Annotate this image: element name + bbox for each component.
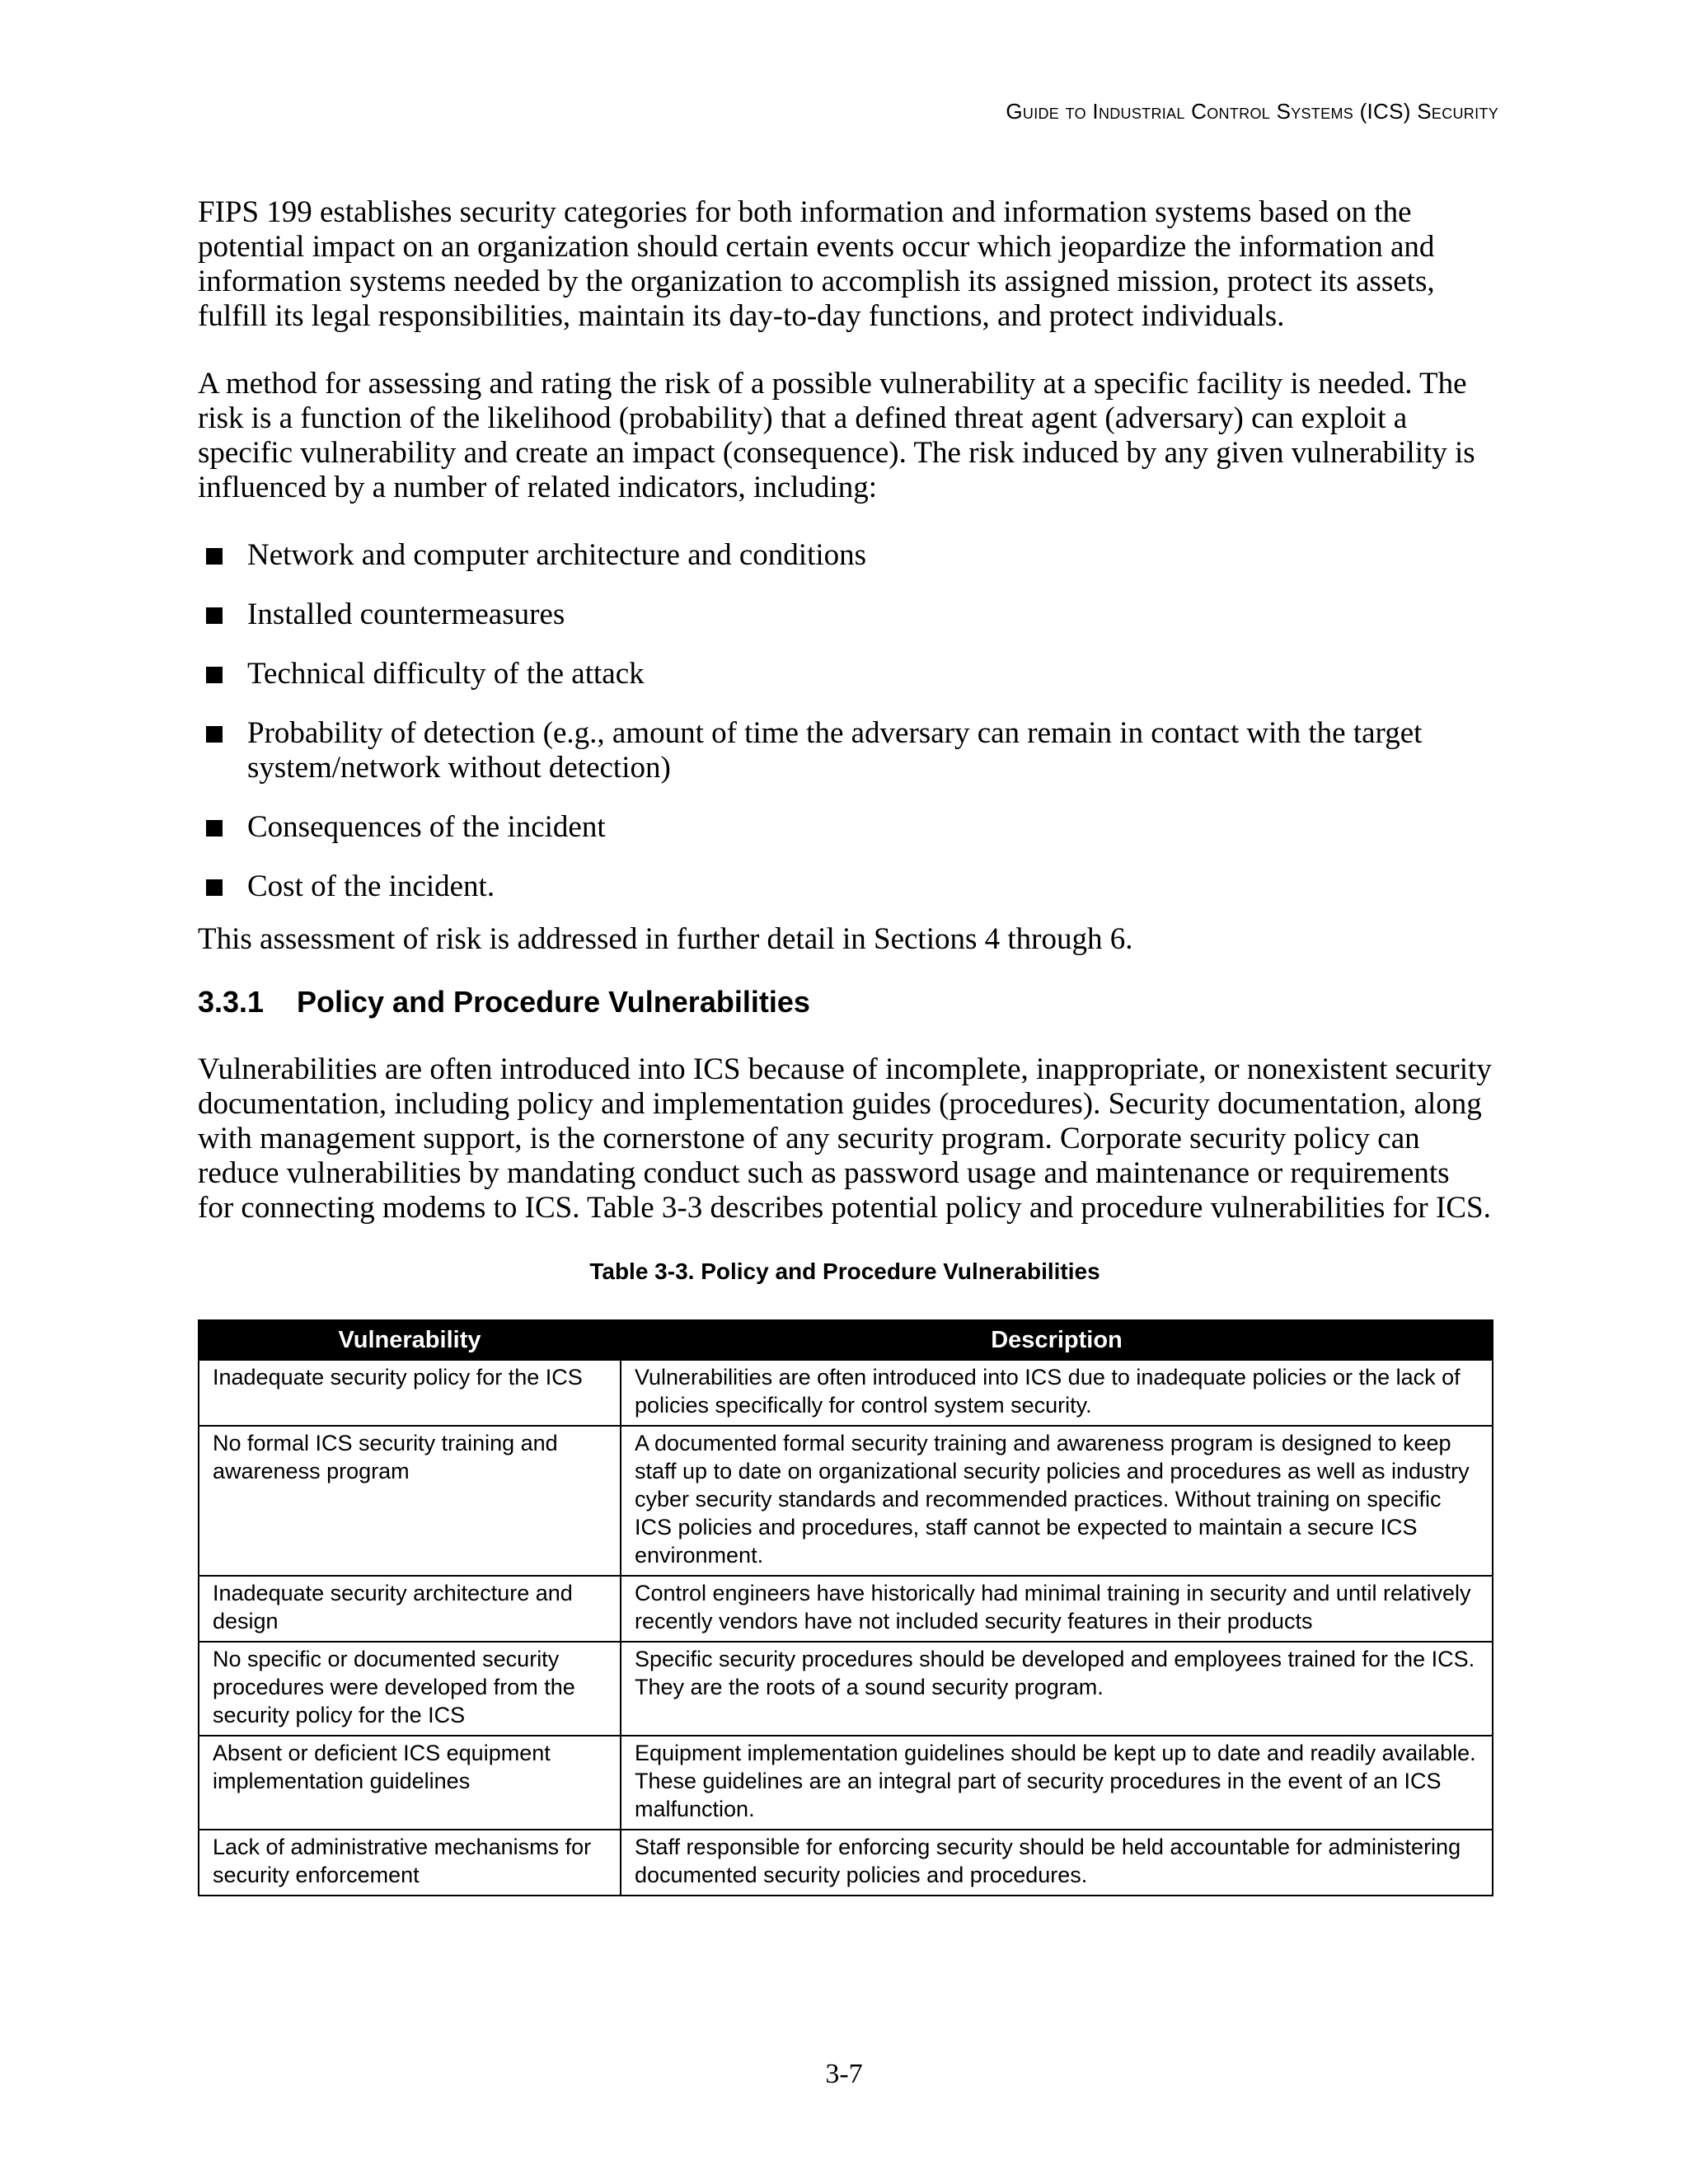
bullet-square-icon — [206, 607, 223, 624]
vulnerability-cell: No formal ICS security training and awareness program — [199, 1426, 621, 1576]
section-heading — [198, 985, 1492, 1019]
table-row — [199, 1426, 1493, 1576]
vulnerability-cell: Inadequate security policy for the ICS — [199, 1360, 621, 1426]
vulnerability-table — [198, 1319, 1493, 1896]
list-item-text: Probability of detection (e.g., amount of time the adversary can remain in contact with the target system/network without detection) — [247, 716, 1423, 785]
table-row — [199, 1736, 1493, 1830]
list-item-text: Network and computer architecture and conditions — [247, 538, 867, 572]
table-row — [199, 1642, 1493, 1736]
table-caption: Table 3-3. Policy and Procedure Vulnerabilities — [589, 1258, 1100, 1284]
paragraph-fips199: FIPS 199 establishes security categories for both information and information systems based on the potential impact on an organization should certain events occur which jeopardize the information and information systems needed by the organization to accomplish its assigned mission, protect its assets, fulfill its legal responsibilities, maintain its day-to-day functions, and protect individuals. — [198, 195, 1435, 333]
list-item — [198, 869, 1492, 904]
description-cell: Equipment implementation guidelines should be kept up to date and readily available. These guidelines are an integral part of security procedures in the event of an ICS malfunction. — [621, 1736, 1493, 1830]
table-row — [199, 1360, 1493, 1426]
description-cell: Specific security procedures should be developed and employees trained for the ICS. They are the roots of a sound security program. — [621, 1642, 1493, 1736]
section-title: Policy and Procedure Vulnerabilities — [297, 985, 810, 1019]
paragraph-assessment: This assessment of risk is addressed in further detail in Sections 4 through 6. — [198, 922, 1133, 956]
running-header: Guide to Industrial Control Systems (ICS) Security — [1006, 99, 1498, 124]
table-row — [199, 1830, 1493, 1896]
risk-indicators-list — [198, 538, 1492, 904]
table-header-row — [199, 1320, 1493, 1360]
vulnerability-cell: Absent or deficient ICS equipment implementation guidelines — [199, 1736, 621, 1830]
list-item — [198, 657, 1492, 691]
paragraph-policy-vulnerabilities: Vulnerabilities are often introduced into ICS because of incomplete, inappropriate, or nonexistent security documentation, including policy and implementation guides (procedures). Security documentation, along with management support, is the cornerstone of any security program. Corporate security policy can reduce vulnerabilities by mandating conduct such as password usage and maintenance or requirements for connecting modems to ICS. Table 3-3 describes potential policy and procedure vulnerabilities for ICS. — [198, 1052, 1492, 1225]
vulnerability-cell: No specific or documented security procedures were developed from the security policy for the ICS — [199, 1642, 621, 1736]
description-cell: Staff responsible for enforcing security should be held accountable for administering documented security policies and procedures. — [621, 1830, 1493, 1896]
list-item-text: Technical difficulty of the attack — [247, 657, 645, 691]
section-number: 3.3.1 — [198, 985, 265, 1019]
table-row — [199, 1576, 1493, 1642]
list-item — [198, 716, 1492, 785]
list-item-text: Installed countermeasures — [247, 598, 565, 631]
bullet-square-icon — [206, 726, 223, 743]
column-header-vulnerability: Vulnerability — [199, 1320, 621, 1360]
paragraph-risk-method: A method for assessing and rating the risk of a possible vulnerability at a specific facility is needed. The risk is a function of the likelihood (probability) that a defined threat agent (adversary) can exploit a specific vulnerability and create an impact (consequence). The risk induced by any given vulnerability is influenced by a number of related indicators, including: — [198, 367, 1475, 504]
bullet-square-icon — [206, 667, 223, 683]
description-cell: Vulnerabilities are often introduced into ICS due to inadequate policies or the lack of policies specifically for control system security. — [621, 1360, 1493, 1426]
list-item-text: Cost of the incident. — [247, 869, 495, 903]
list-item-text: Consequences of the incident — [247, 810, 606, 844]
page-content — [198, 195, 1492, 1896]
column-header-description: Description — [621, 1320, 1493, 1360]
vulnerability-cell: Lack of administrative mechanisms for security enforcement — [199, 1830, 621, 1896]
vulnerability-cell: Inadequate security architecture and design — [199, 1576, 621, 1642]
bullet-square-icon — [206, 820, 223, 837]
description-cell: Control engineers have historically had minimal training in security and until relatively recently vendors have not included security features in their products — [621, 1576, 1493, 1642]
list-item — [198, 810, 1492, 845]
list-item — [198, 598, 1492, 632]
bullet-square-icon — [206, 879, 223, 896]
page-number: 3-7 — [825, 2059, 863, 2089]
list-item — [198, 538, 1492, 573]
description-cell: A documented formal security training and awareness program is designed to keep staff up to date on organizational security policies and procedures as well as industry cyber security standards and recommended practices. Without training on specific ICS policies and procedures, staff cannot be expected to maintain a secure ICS environment. — [621, 1426, 1493, 1576]
bullet-square-icon — [206, 548, 223, 565]
